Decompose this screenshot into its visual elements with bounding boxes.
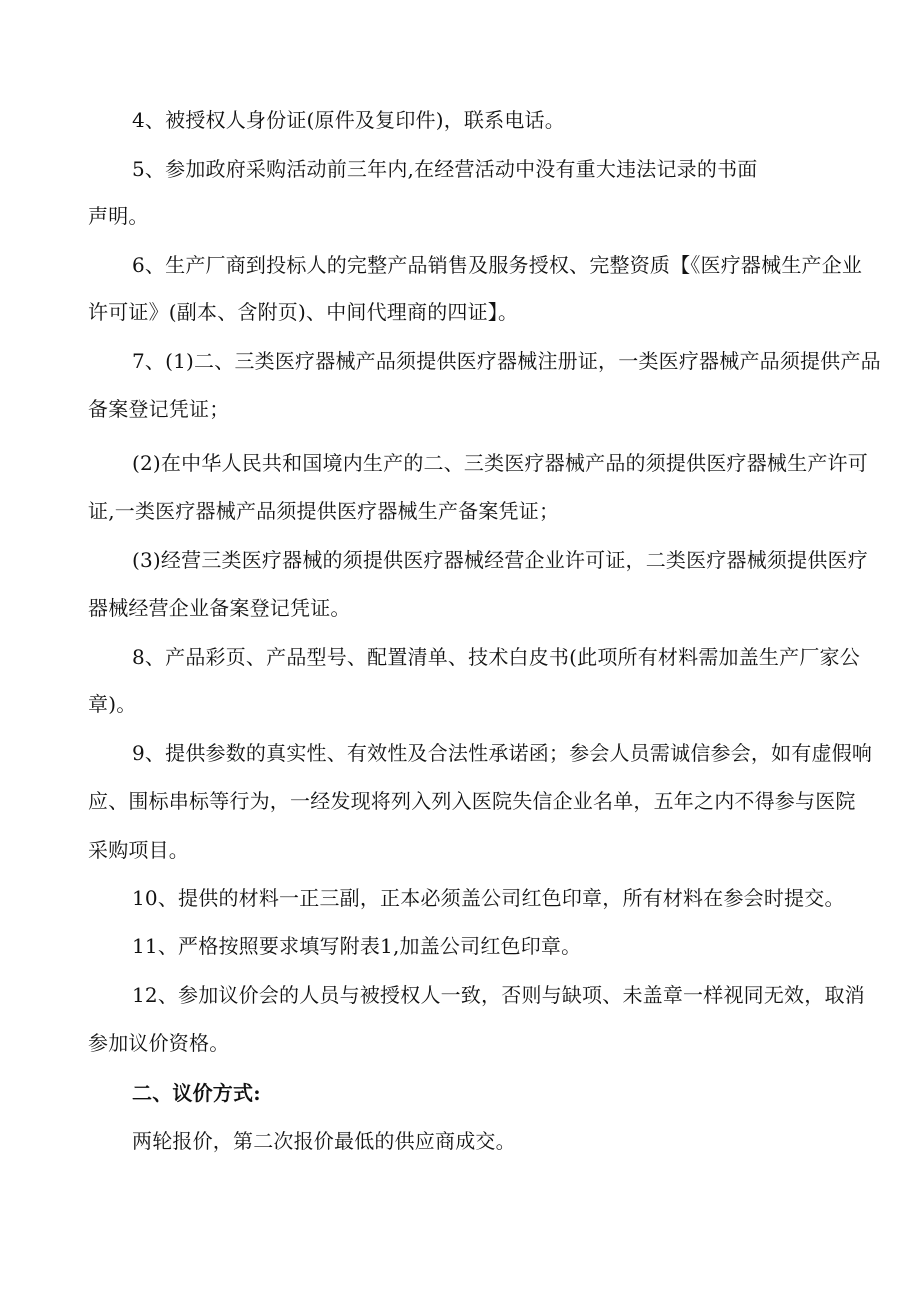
paragraph-item-9-continuation-2: 采购项目。 — [88, 838, 189, 862]
paragraph-item-7-2-continuation: 证,一类医疗器械产品须提供医疗器械生产备案凭证； — [88, 499, 560, 523]
paragraph-item-7-1-continuation: 备案登记凭证； — [88, 397, 230, 421]
paragraph-item-9-continuation-1: 应、围标串标等行为，一经发现将列入列入医院失信企业名单，五年之内不得参与医院 — [88, 789, 856, 813]
paragraph-item-4: 4、被授权人身份证(原件及复印件)，联系电话。 — [132, 108, 565, 132]
paragraph-item-7-2: (2)在中华人民共和国境内生产的二、三类医疗器械产品的须提供医疗器械生产许可 — [132, 451, 868, 475]
paragraph-item-8-continuation: 章)。 — [88, 692, 137, 716]
paragraph-item-7-3: (3)经营三类医疗器械的须提供医疗器械经营企业许可证，二类医疗器械须提供医疗 — [132, 548, 868, 572]
paragraph-item-7-1: 7、(1)二、三类医疗器械产品须提供医疗器械注册证，一类医疗器械产品须提供产品 — [132, 349, 881, 373]
paragraph-item-6-continuation: 许可证》(副本、含附页)、中间代理商的四证】。 — [88, 300, 519, 324]
paragraph-item-8: 8、产品彩页、产品型号、配置清单、技术白皮书(此项所有材料需加盖生产厂家公 — [132, 645, 860, 669]
paragraph-item-5: 5、参加政府采购活动前三年内,在经营活动中没有重大违法记录的书面 — [132, 157, 758, 181]
paragraph-item-5-continuation: 声明。 — [88, 204, 149, 228]
paragraph-item-10: 10、提供的材料一正三副，正本必须盖公司红色印章，所有材料在参会时提交。 — [132, 886, 845, 910]
paragraph-item-7-3-continuation: 器械经营企业备案登记凭证。 — [88, 596, 351, 620]
paragraph-item-6: 6、生产厂商到投标人的完整产品销售及服务授权、完整资质【《医疗器械生产企业 — [132, 253, 863, 277]
section-heading: 二、议价方式: — [132, 1081, 261, 1105]
paragraph-item-12-continuation: 参加议价资格。 — [88, 1031, 230, 1055]
paragraph-item-9: 9、提供参数的真实性、有效性及合法性承诺函；参会人员需诚信参会，如有虚假响 — [132, 741, 873, 765]
section-body: 两轮报价，第二次报价最低的供应商成交。 — [132, 1129, 516, 1153]
paragraph-item-11: 11、严格按照要求填写附表1,加盖公司红色印章。 — [132, 934, 582, 958]
paragraph-item-12: 12、参加议价会的人员与被授权人一致，否则与缺项、未盖章一样视同无效，取消 — [132, 983, 865, 1007]
